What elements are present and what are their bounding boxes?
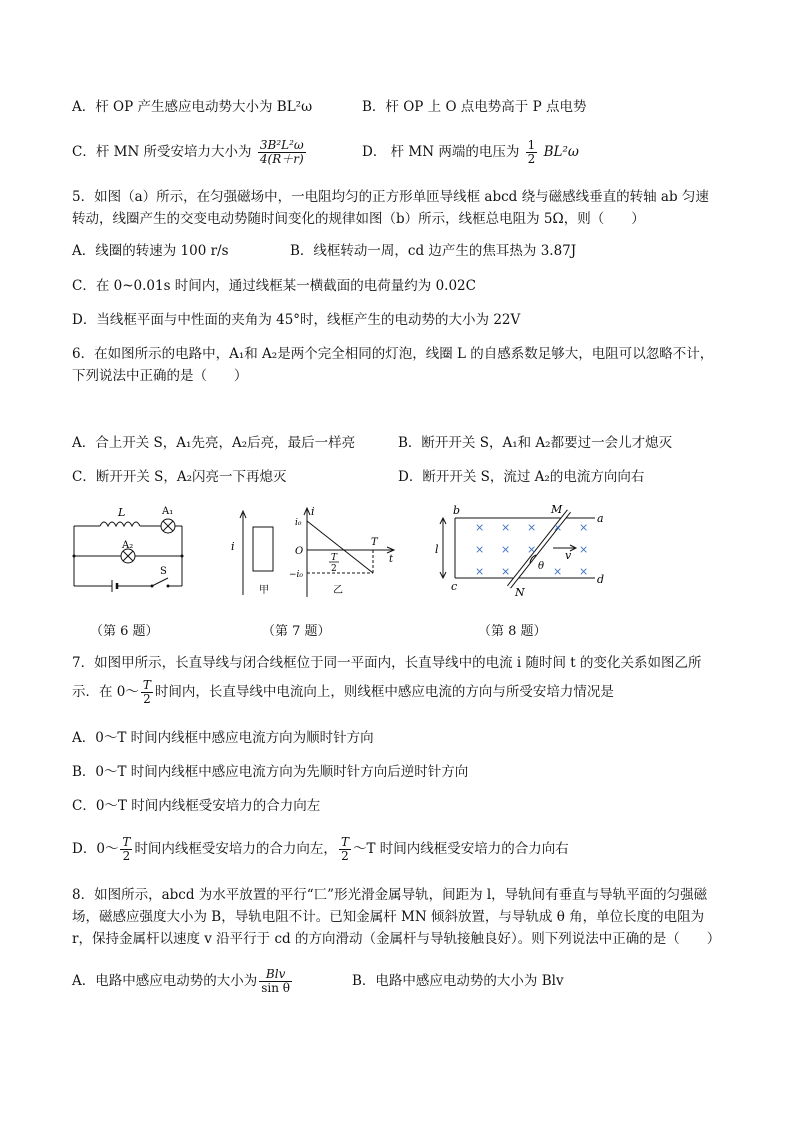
current-graph-line [307, 521, 373, 573]
q7-stem-fraction [141, 679, 153, 706]
label-l: l [435, 543, 439, 556]
label-n: N [515, 586, 525, 598]
label-i-wire: i [231, 540, 235, 553]
q4-option-d [362, 134, 579, 170]
svg-text:×: × [579, 521, 589, 534]
svg-text:×: × [475, 521, 485, 534]
q7-option-d-middle: 时间内线框受安培力的合力向左， [134, 841, 337, 857]
svg-text:×: × [527, 521, 537, 534]
svg-text:×: × [553, 565, 563, 578]
q7-option-d-fraction2 [339, 836, 351, 863]
q7-option-d-denominator1: 2 [122, 849, 131, 863]
q5-option-c: C．在 0~0.01s 时间内，通过线框某一横截面的电荷量约为 0.02C [72, 278, 476, 294]
q7-option-b: B．0～T 时间内线框中感应电流方向为先顺时针方向后逆时针方向 [72, 764, 469, 780]
label-d: d [597, 573, 605, 586]
magnetic-field-crosses [475, 521, 588, 578]
q7-option-a: A．0～T 时间内线框中感应电流方向为顺时针方向 [72, 730, 374, 746]
q6-option-b: B．断开开关 S，A₁和 A₂都要过一会儿才熄灭 [398, 435, 673, 451]
q8-option-a-text: A．电路中感应电动势的大小为 [72, 973, 258, 989]
label-t-axis: t [389, 554, 394, 565]
q8-option-b: B．电路中感应电动势的大小为 Blv [352, 973, 564, 989]
q8-stem-line2: 场，磁感应强度大小为 B，导轨电阻不计。已知金属杆 MN 倾斜放置，与导轨成 θ 角，单位长度的电阻为 [72, 909, 705, 925]
svg-text:×: × [553, 521, 563, 534]
q4-option-c-denominator: 4(R＋r) [259, 152, 304, 166]
q5-option-b: B．线框转动一周，cd 边产生的焦耳热为 3.87J [290, 243, 577, 259]
q4-option-d-fraction [526, 139, 538, 166]
q6-option-c: C．断开开关 S，A₂闪亮一下再熄灭 [72, 469, 287, 485]
q7-option-d-continuation: ～T 时间内线框受安培力的合力向右 [352, 841, 569, 857]
q7-option-d-denominator2: 2 [341, 849, 349, 863]
figure-8-diagram [435, 503, 615, 598]
figure-7-diagram [225, 505, 405, 605]
label-b: b [453, 504, 461, 517]
q8-option-a [72, 963, 294, 999]
label-origin: O [295, 546, 304, 557]
q8-stem-line3: r，保持金属杆以速度 v 沿平行于 cd 的方向滑动（金属杆与导轨接触良好）。则下列说法中正确的是（ ） [72, 931, 721, 947]
switch-s [152, 578, 168, 586]
label-i0: i₀ [295, 518, 302, 528]
label-i-axis: i [311, 505, 315, 518]
q4-option-d-denominator: 2 [527, 152, 536, 166]
label-l: L [118, 506, 126, 519]
q6-stem-line1: 6．在如图所示的电路中，A₁和 A₂是两个完全相同的灯泡，线圈 L 的自感系数足够大，电阻可以忽略不计， [72, 346, 714, 362]
label-c: c [451, 580, 458, 593]
q7-stem-continuation: 时间内，长直导线中电流向上，则线框中感应电流的方向与所受安培力情况是 [154, 684, 614, 700]
svg-text:×: × [527, 543, 537, 556]
q8-option-a-denominator: sin θ [261, 981, 291, 995]
q4-option-c [72, 134, 308, 170]
q5-option-d: D．当线框平面与中性面的夹角为 45°时，线框产生的电动势的大小为 22V [72, 312, 521, 328]
q8-stem-line1: 8．如图所示，abcd 为水平放置的平行“匸”形光滑金属导轨，间距为 l，导轨间有垂直与导轨平面的匀强磁 [72, 887, 708, 903]
q5-stem-line2: 转动，线圈产生的交变电动势随时间变化的规律如图（b）所示，线框总电阻为 5Ω，则（ ） [72, 211, 645, 227]
q4-option-c-fraction [258, 139, 306, 166]
figure-6-caption: （第 6 题） [90, 624, 159, 639]
svg-text:×: × [475, 543, 485, 556]
q7-option-d-text: D．0～ [72, 841, 119, 857]
svg-text:×: × [475, 565, 485, 578]
q5-option-a: A．线圈的转速为 100 r/s [72, 243, 229, 259]
label-s: S [160, 566, 167, 577]
label-a: a [597, 512, 604, 525]
label-a1: A₁ [162, 506, 174, 517]
svg-text:×: × [501, 543, 511, 556]
q4-option-c-text: C．杆 MN 所受安培力大小为 [72, 144, 252, 160]
label-a2: A₂ [122, 540, 134, 551]
label-half-t-den: 2 [331, 564, 337, 574]
q4-option-d-numerator: 1 [527, 138, 536, 152]
q7-stem-line2 [72, 674, 614, 710]
q4-option-d-text: D． 杆 MN 两端的电压为 [362, 144, 520, 160]
q6-stem-line2: 下列说法中正确的是（ ） [72, 368, 248, 384]
q7-stem-numerator: T [142, 678, 151, 692]
label-m: M [551, 503, 563, 516]
q7-option-d-numerator1: T [122, 835, 131, 849]
q4-option-c-numerator: 3B²L²ω [259, 138, 304, 152]
label-theta: θ [538, 561, 545, 572]
q7-stem-text: 示．在 0～ [72, 684, 139, 700]
figure-8-caption: （第 8 题） [478, 624, 547, 639]
label-jia: 甲 [259, 585, 269, 596]
q5-stem-line1: 5．如图（a）所示，在匀强磁场中，一电阻均匀的正方形单匝导线框 abcd 绕与磁感线垂直的转轴 ab 匀速 [72, 189, 709, 205]
q4-option-b: B．杆 OP 上 O 点电势高于 P 点电势 [362, 99, 587, 115]
svg-text:×: × [579, 565, 589, 578]
q8-option-a-fraction [259, 968, 292, 995]
q6-option-d: D．断开开关 S，流过 A₂的电流方向向右 [398, 469, 645, 485]
label-v: v [565, 549, 572, 562]
label-half-t-num: T [331, 553, 338, 563]
inductor-coil [100, 522, 140, 526]
q7-option-d [72, 831, 569, 867]
q4-option-d-expression: BL²ω [543, 144, 579, 160]
label-t-period: T [371, 537, 378, 548]
q7-stem-line1: 7．如图甲所示，长直导线与闭合线框位于同一平面内，长直导线中的电流 i 随时间 t 的变化关系如图乙所 [72, 655, 702, 671]
figure-6-circuit [60, 500, 200, 595]
svg-text:×: × [501, 521, 511, 534]
q7-option-d-fraction1 [120, 836, 132, 863]
q8-option-a-numerator: Blv [259, 968, 292, 982]
closed-wire-frame [253, 527, 273, 571]
q4-option-a: A．杆 OP 产生感应电动势大小为 BL²ω [72, 99, 313, 115]
svg-text:×: × [579, 543, 589, 556]
q6-option-a: A．合上开关 S，A₁先亮，A₂后亮，最后一样亮 [72, 435, 356, 451]
q7-option-d-numerator2: T [340, 835, 349, 849]
label-yi: 乙 [333, 585, 343, 596]
label-neg-i0: −i₀ [289, 570, 304, 580]
figure-7-caption: （第 7 题） [262, 624, 331, 639]
q7-option-c: C．0～T 时间内线框受安培力的合力向左 [72, 798, 321, 814]
q7-stem-denominator: 2 [143, 692, 151, 706]
svg-text:×: × [501, 565, 511, 578]
